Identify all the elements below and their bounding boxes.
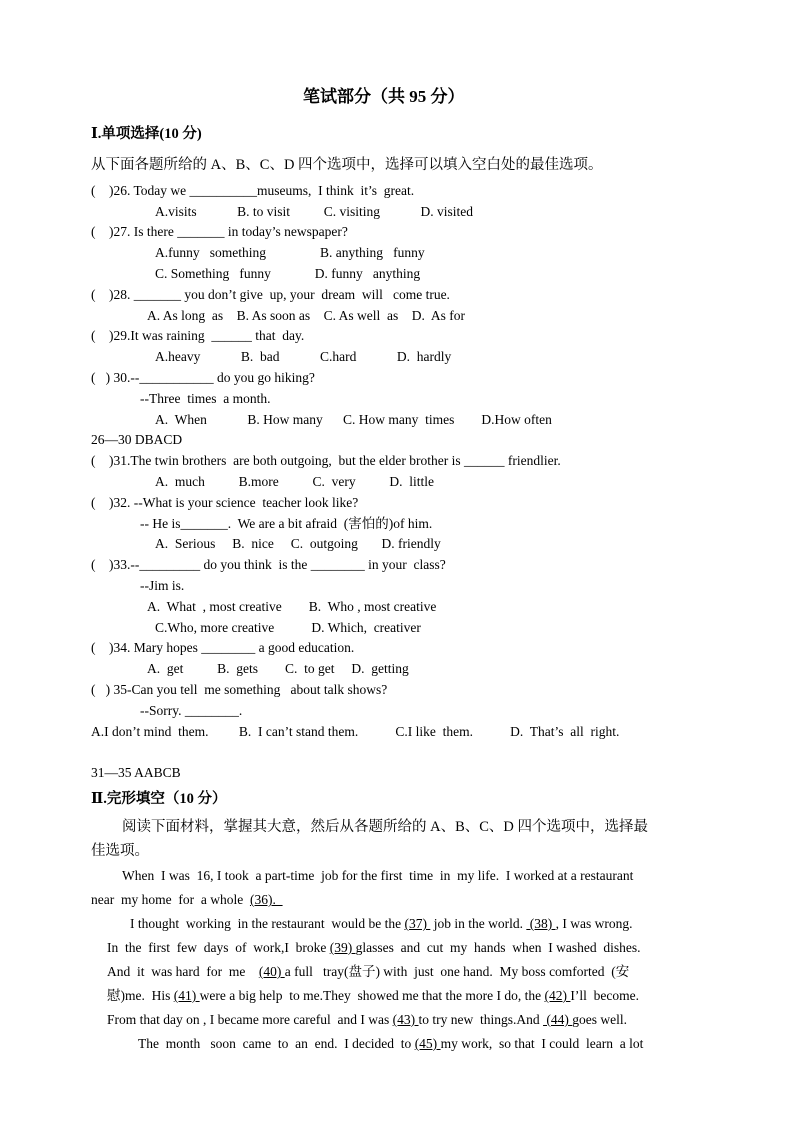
blank-39: (39) bbox=[329, 940, 356, 955]
question-32: ( )32. --What is your science teacher look like? bbox=[91, 495, 359, 510]
blank-42: (42) bbox=[544, 988, 571, 1003]
passage-text: goes well. bbox=[572, 1012, 628, 1027]
passage-text: glasses and cut my hands when I washed dishes. bbox=[355, 940, 641, 955]
section-2-instruction-line-1: 阅读下面材料，掌握其大意，然后从各题所给的 A、B、C、D 四个选项中，选择最 bbox=[122, 819, 649, 835]
passage-text: to try new things.And bbox=[418, 1012, 544, 1027]
passage-line-1: When I was 16, I took a part-time job for the first time in my life. I worked at a restaurant bbox=[122, 868, 634, 883]
question-31-options: A. much B.more C. very D. little bbox=[155, 474, 434, 489]
passage-text: , I was wrong. bbox=[555, 916, 633, 931]
blank-38: (38) bbox=[526, 916, 556, 931]
blank-40: (40) bbox=[258, 964, 285, 979]
section-2-heading: Ⅱ.完形填空（10 分） bbox=[91, 791, 227, 807]
blank-41: (41) bbox=[173, 988, 200, 1003]
blank-45: (45) bbox=[414, 1036, 441, 1051]
passage-text: The month soon came to an end. I decided to bbox=[138, 1036, 415, 1051]
section-1-instruction: 从下面各题所给的 A、B、C、D 四个选项中，选择可以填入空白处的最佳选项。 bbox=[91, 157, 603, 173]
passage-text: job in the world. bbox=[430, 916, 527, 931]
question-35-options: A.I don’t mind them. B. I can’t stand them. C.I like them. D. That’s all right. bbox=[91, 724, 620, 739]
question-29: ( )29.It was raining ______ that day. bbox=[91, 328, 305, 343]
question-31: ( )31.The twin brothers are both outgoing, but the elder brother is ______ friendlier. bbox=[91, 453, 561, 468]
question-32-answer-line: -- He is_______. We are a bit afraid (害怕的)of him. bbox=[140, 516, 433, 531]
question-27-options-cd: C. Something funny D. funny anything bbox=[155, 266, 421, 281]
section-2-instruction-line-2: 佳选项。 bbox=[91, 843, 149, 859]
passage-text: I’ll become. bbox=[570, 988, 640, 1003]
question-33-options-ab: A. What , most creative B. Who , most creative bbox=[147, 599, 437, 614]
question-33-options-cd: C.Who, more creative D. Which, creativer bbox=[155, 620, 421, 635]
section-1-heading: Ⅰ.单项选择(10 分) bbox=[91, 126, 202, 142]
blank-37: (37) bbox=[404, 916, 431, 931]
passage-text: were a big help to me.They showed me that the more I do, the bbox=[199, 988, 545, 1003]
question-30-answer-line: --Three times a month. bbox=[140, 391, 271, 406]
passage-text: a full tray(盘子) with just one hand. My boss comforted (安 bbox=[284, 964, 630, 979]
passage-text: From that day on , I became more careful and I was bbox=[107, 1012, 393, 1027]
question-27: ( )27. Is there _______ in today’s newspaper? bbox=[91, 224, 348, 239]
question-27-options-ab: A.funny something B. anything funny bbox=[155, 245, 425, 260]
passage-text: near my home for a whole bbox=[91, 892, 250, 907]
question-26: ( )26. Today we __________museums, I think it’s great. bbox=[91, 183, 415, 198]
passage-line-8 bbox=[138, 1035, 643, 1053]
question-34-options: A. get B. gets C. to get D. getting bbox=[147, 661, 409, 676]
passage-text: In the first few days of work,I broke bbox=[107, 940, 330, 955]
answer-key-26-30: 26—30 DBACD bbox=[91, 432, 183, 447]
answer-key-31-35: 31—35 AABCB bbox=[91, 765, 181, 780]
passage-text: my work, so that I could learn a lot bbox=[440, 1036, 644, 1051]
blank-44: (44) bbox=[543, 1012, 573, 1027]
question-28: ( )28. _______ you don’t give up, your dream will come true. bbox=[91, 287, 450, 302]
question-35: ( ) 35-Can you tell me something about talk shows? bbox=[91, 682, 388, 697]
blank-43: (43) bbox=[392, 1012, 419, 1027]
question-35-answer-line: --Sorry. ________. bbox=[140, 703, 243, 718]
question-26-options: A.visits B. to visit C. visiting D. visited bbox=[155, 204, 474, 219]
passage-line-6 bbox=[107, 987, 639, 1005]
page-title: 笔试部分（共 95 分） bbox=[303, 87, 465, 106]
question-30-options: A. When B. How many C. How many times D.How often bbox=[155, 412, 552, 427]
question-29-options: A.heavy B. bad C.hard D. hardly bbox=[155, 349, 452, 364]
question-28-options: A. As long as B. As soon as C. As well as D. As for bbox=[147, 308, 466, 323]
question-33-answer-line: --Jim is. bbox=[140, 578, 185, 593]
passage-text: I thought working in the restaurant would be the bbox=[130, 916, 405, 931]
passage-line-7 bbox=[107, 1011, 627, 1029]
passage-line-3 bbox=[130, 915, 632, 933]
passage-line-2 bbox=[91, 891, 283, 909]
question-34: ( )34. Mary hopes ________ a good education. bbox=[91, 640, 355, 655]
question-30: ( ) 30.--___________ do you go hiking? bbox=[91, 370, 315, 385]
question-33: ( )33.--_________ do you think is the ________ in your class? bbox=[91, 557, 446, 572]
question-32-options: A. Serious B. nice C. outgoing D. friendly bbox=[155, 536, 441, 551]
passage-text: And it was hard for me bbox=[107, 964, 259, 979]
blank-36: (36). bbox=[249, 892, 283, 907]
passage-text: 慰)me. His bbox=[107, 988, 174, 1003]
passage-line-5 bbox=[107, 963, 629, 981]
passage-line-4 bbox=[107, 939, 641, 957]
